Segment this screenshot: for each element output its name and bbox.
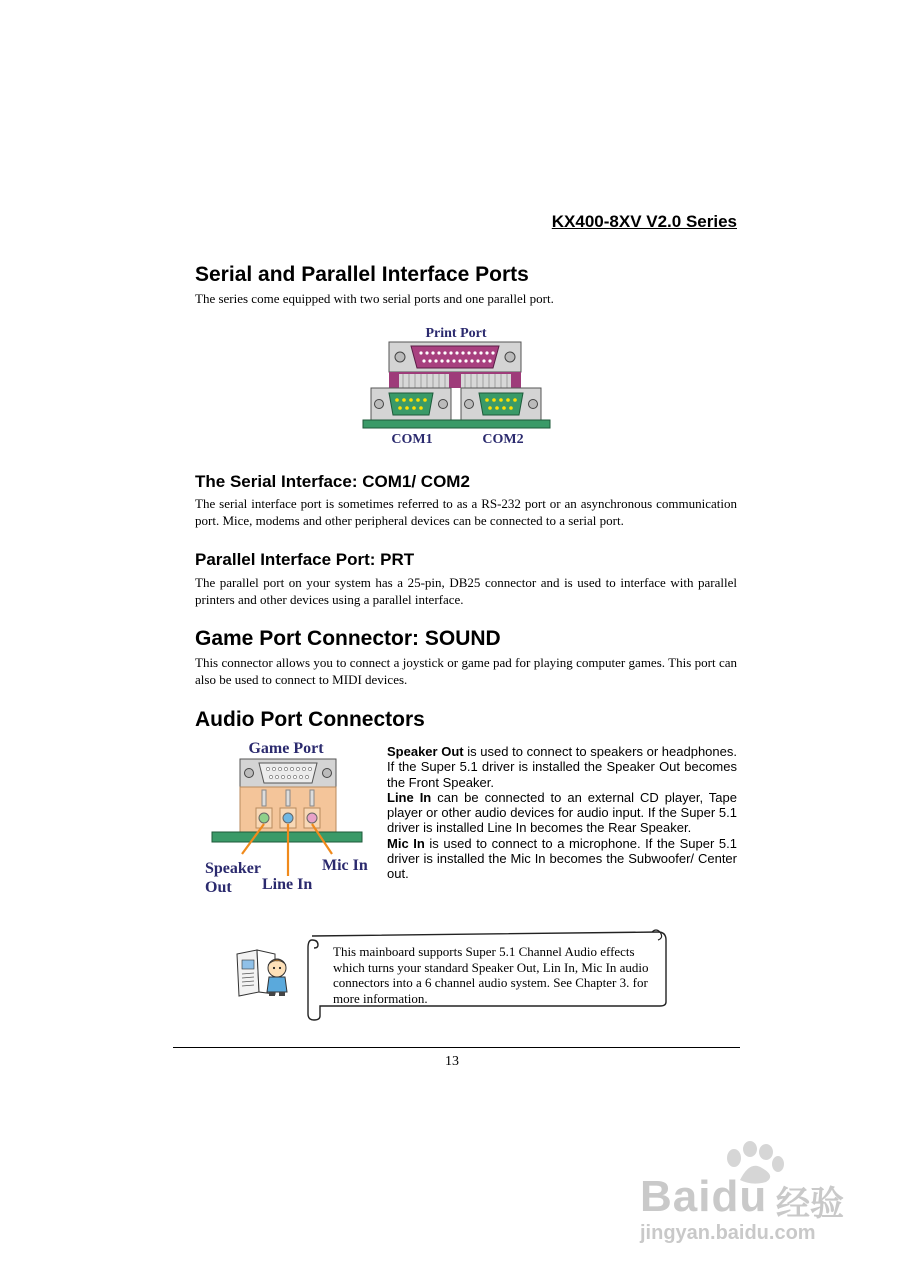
game-port-label: Game Port [248,740,324,757]
reader-head [268,959,286,977]
section-title-game: Game Port Connector: SOUND [195,627,501,650]
section-title-serial-parallel: Serial and Parallel Interface Ports [195,263,529,286]
pin-grid-right [461,374,511,388]
line-in-text: can be connected to an external CD player, Tape player or other audio devices for audio input. If the Super 5.1 driver is installed Line In becomes the Rear Speaker. [387,789,737,836]
line-in-jack [283,813,293,823]
audio-diagram [202,736,380,901]
speaker-out-label-line2: Out [205,879,232,896]
watermark-url: jingyan.baidu.com [640,1222,816,1244]
reader-foot-right [279,992,285,996]
line-in-term: Line In [387,789,432,805]
reader-eye-right [279,967,281,969]
game-port-screw-left [245,769,254,778]
line-in-description [387,790,737,836]
com1-db9-connector [389,393,433,415]
speaker-out-jack [259,813,269,823]
ports-board-strip [363,420,550,428]
book-picture [242,960,254,969]
com2-db9-connector [479,393,523,415]
pin-grid-left [399,374,449,388]
mic-in-term: Mic In [387,835,425,851]
line-in-label: Line In [262,876,313,893]
section-body-parallel: The parallel port on your system has a 25-pin, DB25 connector and is used to interface with parallel printers and other devices using a parallel interface. [195,575,737,607]
section-title-serial: The Serial Interface: COM1/ COM2 [195,472,470,491]
com1-label: COM1 [391,432,433,447]
parallel-db25-connector [411,346,499,368]
section-title-audio: Audio Port Connectors [195,708,425,731]
parallel-screw-left [395,352,405,362]
com2-screw-left [465,400,474,409]
ports-diagram [355,318,560,450]
mic-in-label: Mic In [322,857,368,874]
game-port-screw-right [323,769,332,778]
speaker-out-description [387,744,737,790]
section-intro-serial-parallel: The series come equipped with two serial ports and one parallel port. [195,291,554,306]
section-body-serial: The serial interface port is sometimes referred to as a RS-232 port or an asynchronous communication port. Mice, modems and other peripheral devices can be connected to a serial port. [195,496,737,528]
reader-foot-left [269,992,275,996]
com1-screw-right [439,400,448,409]
mic-in-jack [307,813,317,823]
speaker-out-label-line1: Speaker [205,860,261,877]
speaker-out-term: Speaker Out [387,744,464,759]
reader-illustration [235,946,297,998]
reader-body [267,977,287,992]
audio-description [387,744,737,882]
page-number: 13 [445,1054,459,1069]
reader-eye-left [273,967,275,969]
mic-in-text: is used to connect to a microphone. If the Super 5.1 driver is installed the Mic In becomes the Subwoofer/ Center out. [387,835,737,882]
book-left-page [237,950,259,996]
mic-in-description [387,836,737,882]
parallel-screw-right [505,352,515,362]
section-body-game: This connector allows you to connect a joystick or game pad for playing computer games. This port can also be used to connect to MIDI devices. [195,655,737,687]
com2-label: COM2 [482,432,524,447]
speaker-out-text: is used to connect to speakers or headphones. If the Super 5.1 driver is installed the Speaker Out becomes the Front Speaker. [387,744,737,790]
com1-screw-left [375,400,384,409]
footer-rule [173,1047,740,1048]
watermark-brand: Baidu [640,1172,768,1221]
print-port-label: Print Port [425,326,487,341]
game-port-db15-connector [259,763,317,783]
section-title-parallel: Parallel Interface Port: PRT [195,550,415,569]
com2-screw-right [529,400,538,409]
running-header: KX400-8XV V2.0 Series [551,212,737,231]
note-text: This mainboard supports Super 5.1 Channel Audio effects which turns your standard Speaker Out, Lin In, Mic In audio connectors into a 6 channel audio system. See Chapter 3. for more information. [333,944,649,1006]
watermark-chinese: 经验 [776,1185,844,1223]
